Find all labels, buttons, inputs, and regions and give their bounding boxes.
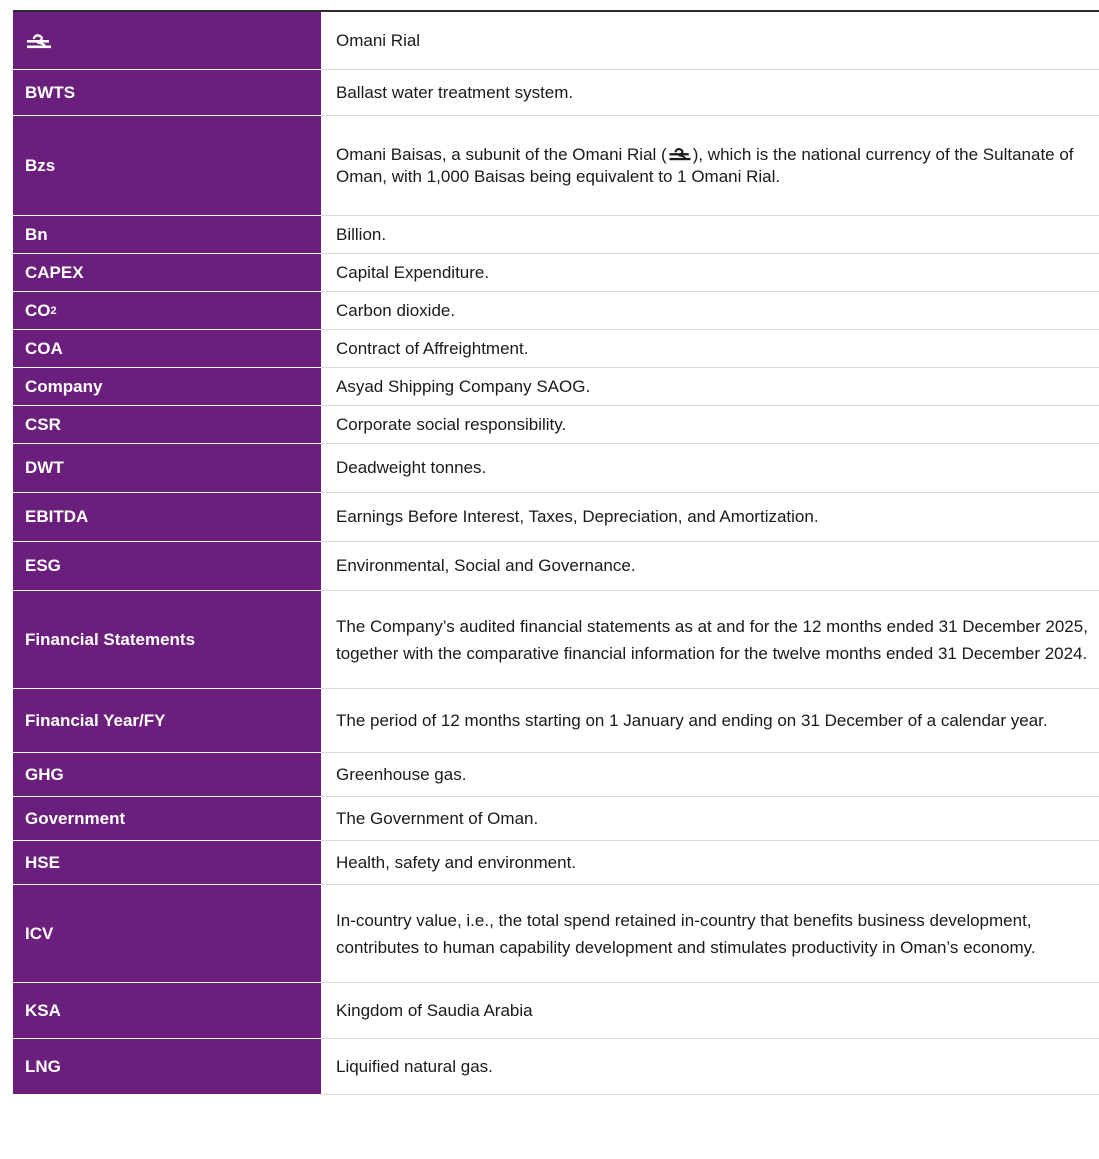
term-cell: Government (13, 797, 321, 841)
definition-cell: Corporate social responsibility. (321, 406, 1099, 444)
definition-cell: Health, safety and environment. (321, 841, 1099, 885)
glossary-table (13, 10, 1099, 1095)
term-cell: ESG (13, 542, 321, 591)
table-row (13, 330, 1099, 368)
term-cell (13, 12, 321, 70)
term-subscript: 2 (50, 304, 57, 317)
term-cell: GHG (13, 753, 321, 797)
term-text: CO (25, 300, 51, 320)
term-cell: LNG (13, 1039, 321, 1095)
table-row (13, 292, 1099, 330)
term-cell: CAPEX (13, 254, 321, 292)
table-row (13, 493, 1099, 542)
table-row (13, 983, 1099, 1039)
table-row (13, 797, 1099, 841)
term-cell: ICV (13, 885, 321, 983)
definition-cell: Kingdom of Saudia Arabia (321, 983, 1099, 1039)
omani-rial-symbol-icon (667, 145, 693, 164)
definition-text-end: ), which is the national currency of the Sultanate of Oman, with 1,000 Baisas being equivalent to 1 Omani Rial. (336, 144, 1074, 186)
definition-cell: In-country value, i.e., the total spend retained in-country that benefits business development, contributes to human capability development and stimulates productivity in Oman’s economy. (321, 885, 1099, 983)
definition-cell: The Company’s audited financial statements as at and for the 12 months ended 31 December 2025, together with the comparative financial information for the twelve months ended 31 December 2024. (321, 591, 1099, 689)
term-cell (13, 292, 321, 330)
table-row (13, 368, 1099, 406)
table-row (13, 116, 1099, 216)
omani-rial-symbol-icon (25, 31, 53, 51)
table-row (13, 542, 1099, 591)
definition-cell: Capital Expenditure. (321, 254, 1099, 292)
definition-cell: Deadweight tonnes. (321, 444, 1099, 493)
definition-cell: Omani Rial (321, 12, 1099, 70)
table-row (13, 254, 1099, 292)
term-cell: Bn (13, 216, 321, 254)
term-cell: HSE (13, 841, 321, 885)
definition-cell: Contract of Affreightment. (321, 330, 1099, 368)
term-cell: BWTS (13, 70, 321, 116)
definition-cell: Ballast water treatment system. (321, 70, 1099, 116)
table-row (13, 406, 1099, 444)
table-row (13, 1039, 1099, 1095)
term-cell: Bzs (13, 116, 321, 216)
definition-cell: Billion. (321, 216, 1099, 254)
table-row (13, 216, 1099, 254)
definition-cell: Asyad Shipping Company SAOG. (321, 368, 1099, 406)
term-cell: KSA (13, 983, 321, 1039)
definition-text-start: Omani Baisas, a subunit of the Omani Rial ( (336, 144, 667, 164)
term-cell: EBITDA (13, 493, 321, 542)
table-row (13, 753, 1099, 797)
definition-cell: Earnings Before Interest, Taxes, Depreciation, and Amortization. (321, 493, 1099, 542)
definition-cell: The Government of Oman. (321, 797, 1099, 841)
table-row (13, 591, 1099, 689)
table-row (13, 689, 1099, 753)
term-cell: DWT (13, 444, 321, 493)
definition-cell: Greenhouse gas. (321, 753, 1099, 797)
definition-cell: The period of 12 months starting on 1 January and ending on 31 December of a calendar year. (321, 689, 1099, 753)
table-row (13, 70, 1099, 116)
definition-cell: Carbon dioxide. (321, 292, 1099, 330)
definition-cell: Liquified natural gas. (321, 1039, 1099, 1095)
table-row (13, 841, 1099, 885)
term-cell: Financial Year/FY (13, 689, 321, 753)
term-cell: Financial Statements (13, 591, 321, 689)
definition-cell: Environmental, Social and Governance. (321, 542, 1099, 591)
table-row (13, 12, 1099, 70)
term-cell: Company (13, 368, 321, 406)
table-row (13, 444, 1099, 493)
table-row (13, 885, 1099, 983)
term-cell: CSR (13, 406, 321, 444)
term-cell: COA (13, 330, 321, 368)
definition-cell (321, 116, 1099, 216)
